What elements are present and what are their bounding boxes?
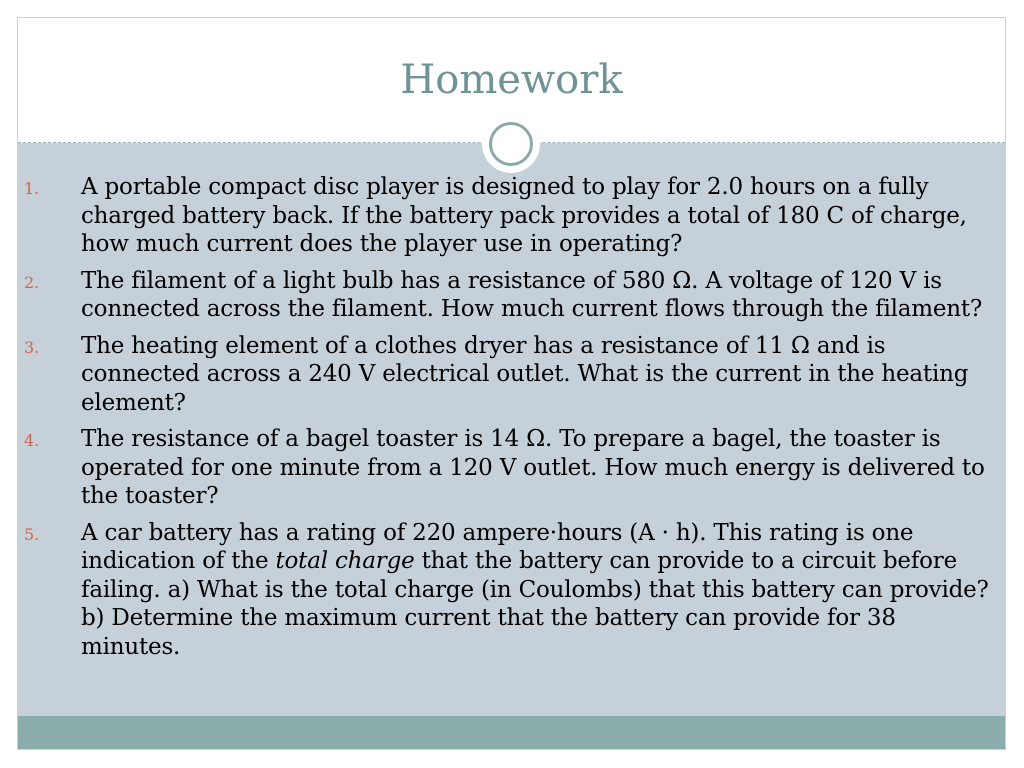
item-number: 3.: [24, 337, 39, 357]
list-item: [18, 332, 1006, 418]
homework-list: [18, 173, 1006, 669]
list-item: [18, 519, 1006, 662]
list-item: [18, 425, 1006, 511]
item-text-after: that the battery can provide to a circuit before failing. a) What is the total charge (in Coulombs) that this battery can provide? b) Determine the maximum current that the battery can provide for 38 minutes.: [81, 548, 989, 660]
item-number: 5.: [24, 524, 39, 544]
item-text: The resistance of a bagel toaster is 14 Ω. To prepare a bagel, the toaster is operated for one minute from a 120 V outlet. How much energy is delivered to the toaster?: [81, 426, 985, 509]
ornament-ring: [489, 122, 533, 166]
slide-title: Homework: [400, 57, 623, 103]
circle-ring-icon: [482, 115, 540, 173]
footer-band: [18, 716, 1005, 750]
item-text: A portable compact disc player is designed to play for 2.0 hours on a fully charged battery back. If the battery pack provides a total of 180 C of charge, how much current does the player use in operating?: [81, 174, 967, 257]
item-text: The filament of a light bulb has a resistance of 580 Ω. A voltage of 120 V is connected across the filament. How much current flows through the filament?: [81, 267, 983, 322]
item-text-emphasis: total charge: [275, 548, 415, 574]
item-number: 2.: [24, 272, 39, 292]
item-text: [81, 520, 989, 660]
item-text: The heating element of a clothes dryer has a resistance of 11 Ω and is connected across a 240 V electrical outlet. What is the current in the heating element?: [81, 332, 969, 416]
list-item: [18, 173, 1006, 259]
item-number: 4.: [24, 431, 39, 450]
list-item: [18, 267, 1006, 324]
item-number: 1.: [24, 179, 39, 198]
item-text-before: A car battery has a rating of 220 ampere·hours (A · h). This rating is one indication of the: [81, 519, 914, 574]
slide: [17, 17, 1006, 750]
